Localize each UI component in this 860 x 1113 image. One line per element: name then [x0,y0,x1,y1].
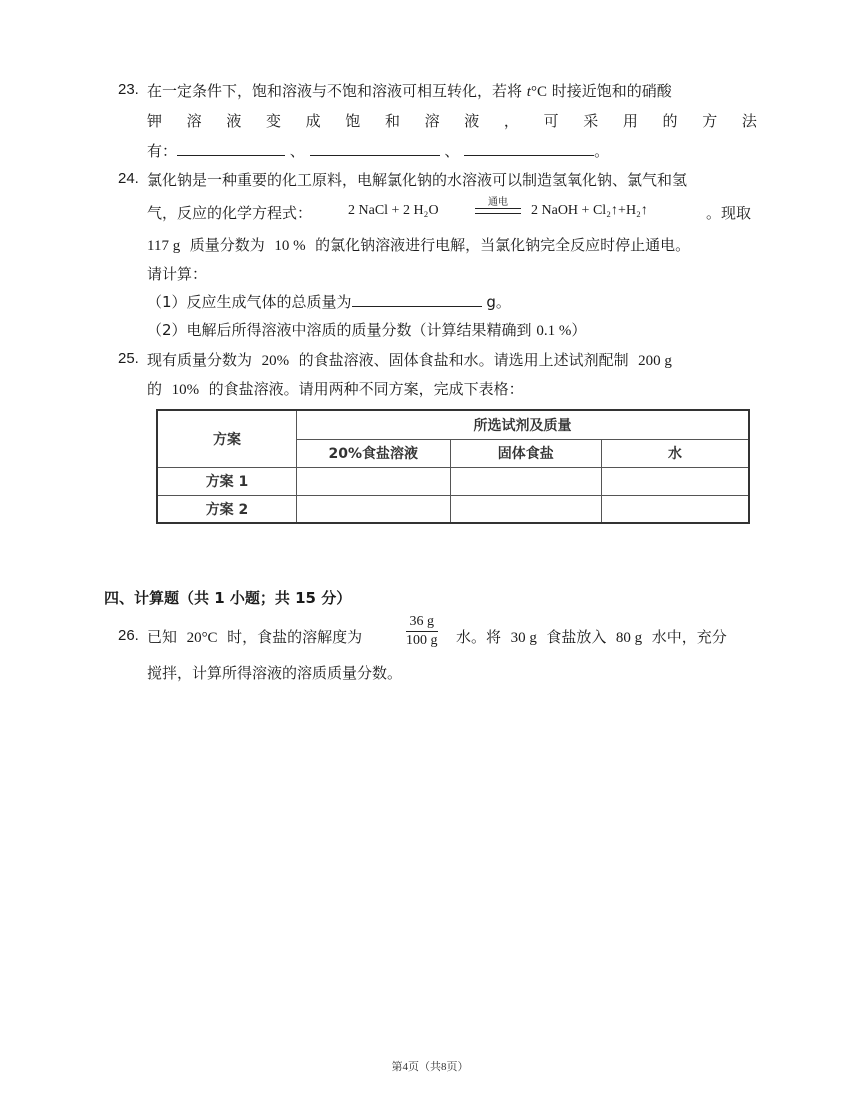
q24-mass: 117 g [147,238,181,254]
q24-sub2-value: 0.1 % [536,323,572,339]
q24-sub1-unit: g。 [486,293,511,311]
q26-mass-salt: 30 g [510,630,537,646]
q26-mass-water: 80 g [615,630,643,646]
table-cell[interactable] [297,467,451,495]
section-title: 四、计算题（共 1 小题；共 15 分） [104,589,352,607]
q23-char: ， [503,112,519,130]
q23-char: 和 [384,112,400,130]
q24-equation-condition: 通电 [488,197,508,208]
table-col-solid-salt: 固体食盐 [450,439,601,467]
q24-line3-text-a: 质量分数为 [189,236,265,254]
q26-text-a: 已知 [147,628,178,646]
q23-end-mark: 。 [594,142,610,160]
q24-sub2-text: （2）电解后所得溶液中溶质的质量分数（计算结果精确到 [147,321,532,339]
table-cell[interactable] [450,467,601,495]
q23-char: 溶 [424,112,440,130]
fraction-denominator: 100 g [406,633,438,648]
q26-temperature: 20°C [186,630,218,646]
q23-line2 [147,111,757,131]
table-row-plan2: 方案 2 [157,495,297,523]
q25-number: 25. [118,350,139,367]
q26-text-d: 食盐放入 [546,628,607,646]
q26-text-e: 水中，充分 [651,628,727,646]
q23-char: 液 [226,112,242,130]
q26-text-c: 水。将 [456,628,502,646]
q26-line1-a [147,627,362,648]
q25-line1-text-b: 的食盐溶液、固体食盐和水。请选用上述试剂配制 [298,351,629,369]
q23-char: 的 [662,112,678,130]
q24-equation-left: 2 NaCl + 2 H₂O [348,203,439,218]
q23-line1 [147,81,672,102]
q25-line1 [147,350,672,371]
q23-answer-blank-3[interactable] [464,141,594,156]
q23-char: 溶 [186,112,202,130]
q23-answer-blank-2[interactable] [310,141,440,156]
q23-separator: 、 [444,142,460,160]
q24-sub2 [147,320,586,341]
q24-sub1-blank[interactable] [352,292,482,307]
q23-number: 23. [118,81,139,98]
q23-line3 [147,141,609,161]
q23-char: 方 [702,112,718,130]
q24-sub1-text: （1）反应生成气体的总质量为 [147,293,352,311]
q23-char: 变 [265,112,281,130]
q24-percent: 10 % [274,238,306,254]
q23-line1-text-a: 在一定条件下，饱和溶液与不饱和溶液可相互转化，若将 [147,82,523,100]
q25-line2 [147,379,524,400]
q25-mass: 200 g [638,353,672,369]
table-row-plan1: 方案 1 [157,467,297,495]
q23-temp-var: t [526,84,531,100]
q23-char: 采 [583,112,599,130]
q23-char: 法 [741,112,757,130]
q26-number: 26. [118,627,139,644]
q25-plan-table [156,409,750,524]
fraction-numerator: 36 g [406,614,438,632]
q23-line1-text-c: 时接近饱和的硝酸 [551,82,672,100]
q24-number: 24. [118,170,139,187]
q23-char: 钾 [147,112,163,130]
q23-char: 用 [622,112,638,130]
q23-answer-label: 有： [147,142,178,160]
q24-line3-text-b: 的氯化钠溶液进行电解，当氯化钠完全反应时停止通电。 [315,236,691,254]
q26-line2: 搅拌，计算所得溶液的溶质质量分数。 [147,664,403,682]
q24-line1: 氯化钠是一种重要的化工原料，电解氯化钠的水溶液可以制造氢氧化钠、氯气和氢 [147,171,688,189]
q23-answer-blank-1[interactable] [177,141,285,156]
q25-line1-text-a: 现有质量分数为 [147,351,253,369]
q23-char: 液 [464,112,480,130]
q24-line4: 请计算： [147,265,208,283]
table-col-water: 水 [601,439,749,467]
table-header-reagents: 所选试剂及质量 [297,410,750,439]
q24-sub2-end: ） [571,321,587,339]
q23-char: 可 [543,112,559,130]
q24-equation-arrow [475,208,521,214]
q25-line2-text-a: 的 [147,380,163,398]
table-cell[interactable] [601,495,749,523]
q24-line2-text-a: 气，反应的化学方程式： [147,204,313,222]
q24-sub1 [147,292,511,312]
table-col-salt-solution: 20%食盐溶液 [297,439,451,467]
q25-percent-2: 10% [171,382,200,398]
page-footer: 第4页（共8页） [391,1061,469,1073]
q23-separator: 、 [289,142,305,160]
table-cell[interactable] [450,495,601,523]
q26-text-b: 时，食盐的溶解度为 [227,628,363,646]
table-cell[interactable] [297,495,451,523]
q23-char: 成 [305,112,321,130]
q23-char: 饱 [345,112,361,130]
table-header-plan: 方案 [157,410,297,467]
q26-line1-b [456,627,727,648]
q25-line2-text-b: 的食盐溶液。请用两种不同方案，完成下表格： [208,380,524,398]
q24-equation-right: 2 NaOH + Cl₂↑+H₂↑ [531,203,648,218]
q26-solubility-fraction [406,614,438,649]
table-cell[interactable] [601,467,749,495]
q24-line2-text-b: 。现取 [706,204,752,222]
q25-percent: 20% [261,353,290,369]
q24-line3 [147,235,690,256]
q23-temp-unit: °C [530,84,547,100]
